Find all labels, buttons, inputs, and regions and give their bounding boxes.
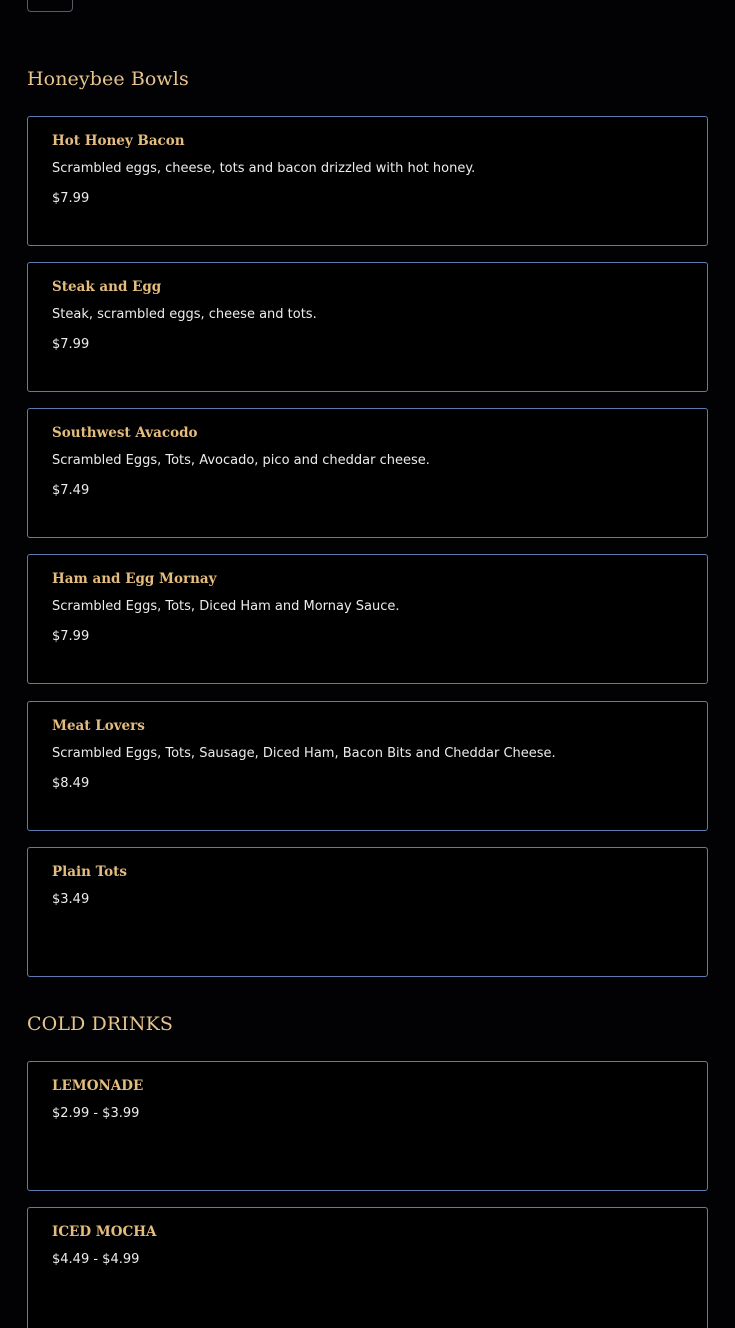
menu-item-card[interactable] — [27, 1207, 708, 1328]
menu-item-price: $7.99 — [52, 337, 90, 352]
menu-item-name: Plain Tots — [52, 864, 128, 880]
menu-item-card[interactable] — [27, 554, 708, 684]
menu-item-name: Southwest Avacodo — [52, 425, 198, 441]
menu-item-description: Scrambled Eggs, Tots, Sausage, Diced Ham, Bacon Bits and Cheddar Cheese. — [52, 746, 556, 761]
menu-item-card[interactable] — [27, 408, 708, 538]
menu-item-name: Hot Honey Bacon — [52, 133, 185, 149]
section-title-honeybee-bowls: Honeybee Bowls — [27, 68, 189, 90]
menu-item-price: $7.99 — [52, 191, 90, 206]
menu-item-price: $2.99 - $3.99 — [52, 1106, 140, 1121]
menu-item-description: Scrambled Eggs, Tots, Diced Ham and Mornay Sauce. — [52, 599, 400, 614]
menu-item-name: LEMONADE — [52, 1078, 144, 1094]
menu-item-name: ICED MOCHA — [52, 1224, 157, 1240]
menu-item-price: $8.49 — [52, 776, 90, 791]
menu-item-description: Steak, scrambled eggs, cheese and tots. — [52, 307, 317, 322]
menu-item-card[interactable] — [27, 701, 708, 831]
menu-item-card[interactable] — [27, 1061, 708, 1191]
menu-item-name: Meat Lovers — [52, 718, 145, 734]
menu-item-name: Ham and Egg Mornay — [52, 571, 217, 587]
menu-item-price: $7.49 — [52, 483, 90, 498]
menu-item-description: Scrambled eggs, cheese, tots and bacon drizzled with hot honey. — [52, 161, 476, 176]
menu-item-name: Steak and Egg — [52, 279, 162, 295]
menu-item-card[interactable] — [27, 116, 708, 246]
menu-item-price: $7.99 — [52, 629, 90, 644]
menu-item-price: $3.49 — [52, 892, 90, 907]
top-tab-button[interactable] — [27, 0, 73, 12]
section-title-cold-drinks: COLD DRINKS — [27, 1013, 173, 1035]
menu-item-description: Scrambled Eggs, Tots, Avocado, pico and cheddar cheese. — [52, 453, 430, 468]
menu-item-card[interactable] — [27, 847, 708, 977]
menu-item-card[interactable] — [27, 262, 708, 392]
menu-item-price: $4.49 - $4.99 — [52, 1252, 140, 1267]
